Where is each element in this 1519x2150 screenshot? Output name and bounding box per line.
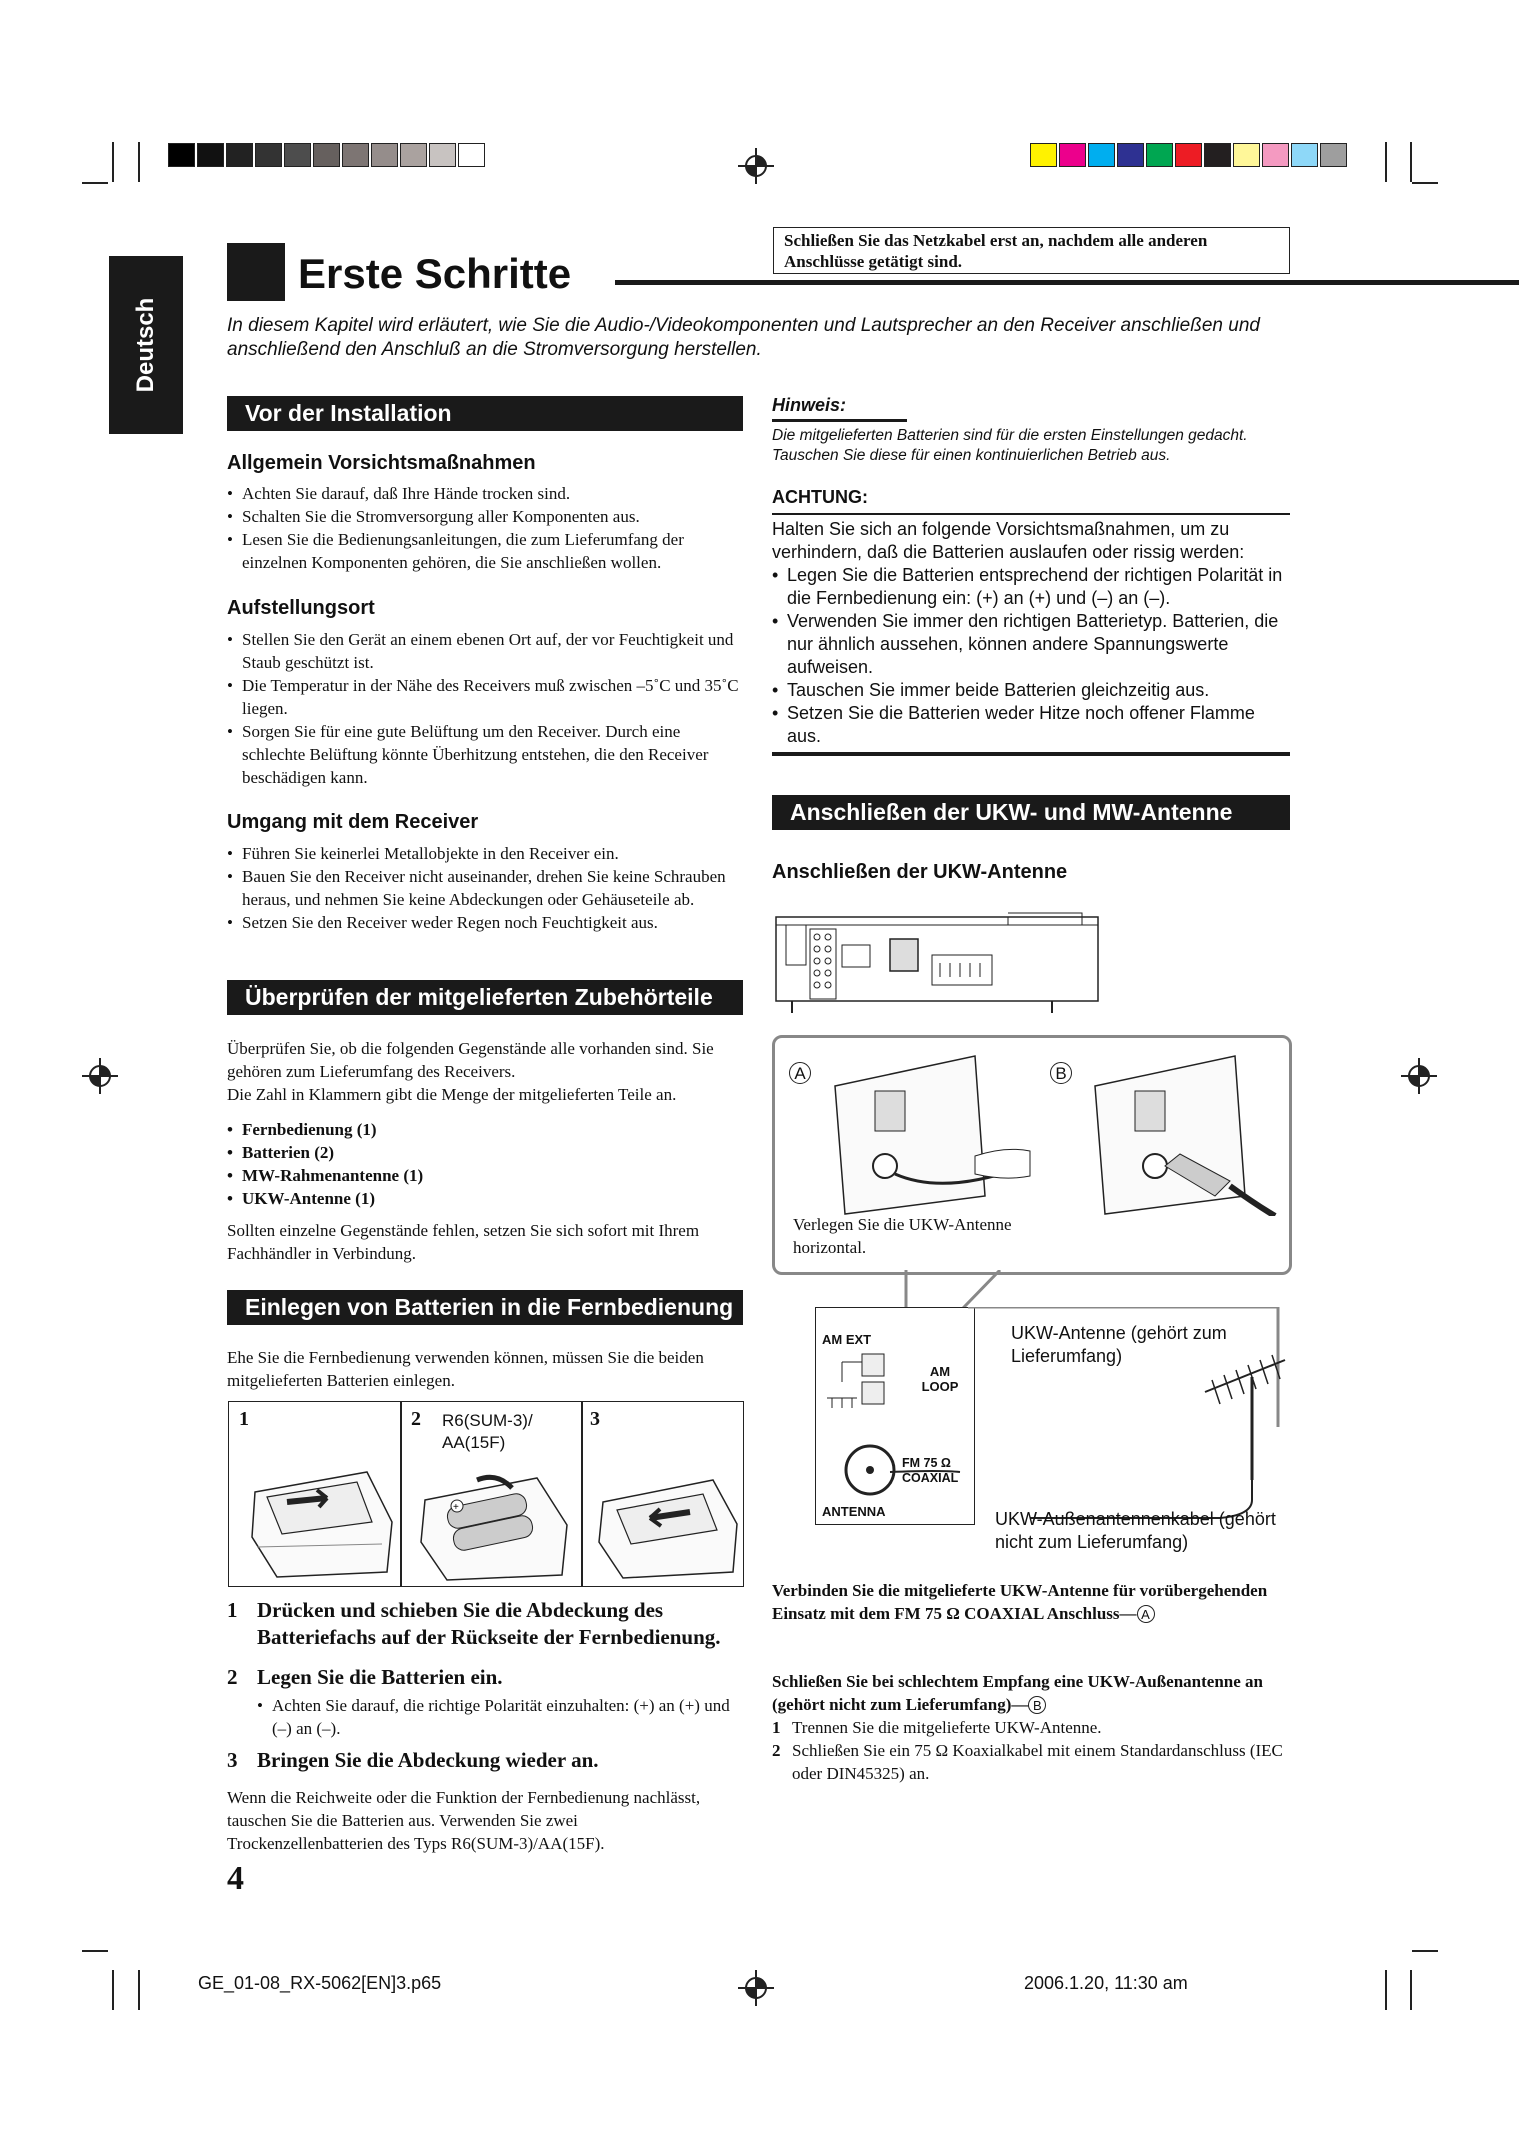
caution-rule-bottom [772,752,1290,756]
color-swatch [1117,143,1144,167]
registration-mark-icon [738,1970,774,2006]
color-swatch [255,143,282,167]
step-number: 2 [772,1741,781,1760]
title-block-icon [227,243,285,301]
step-text: Drücken und schieben Sie die Abdeckung des Batteriefachs auf der Rückseite der Fernbedienung. [257,1598,721,1649]
crop-mark [138,1970,140,2010]
crop-mark [1410,142,1412,182]
list-item: • Verwenden Sie immer den richtigen Batterietyp. Batterien, die nur ähnlich aussehen, können andere Spannungswerte aufweisen. [772,610,1290,679]
remote-cover-open-icon [247,1462,397,1580]
registration-mark-icon [82,1058,118,1094]
caution-title: ACHTUNG: [772,487,868,507]
handling-list [227,842,743,934]
step-text: Bringen Sie die Abdeckung wieder an. [257,1748,599,1772]
am-ext-label: AM EXT [822,1332,872,1347]
color-swatch [1262,143,1289,167]
battery-step-sublist [257,1694,747,1740]
title-rule [615,280,1519,285]
accessories-intro-2: Die Zahl in Klammern gibt die Menge der mitgelieferten Teile an. [227,1085,677,1104]
color-swatch [458,143,485,167]
connect-a-instruction: Verbinden Sie die mitgelieferte UKW-Antenne für vorübergehenden Einsatz mit dem FM 75 Ω COAXIAL Anschluss— [772,1581,1268,1623]
crop-mark [112,142,114,182]
list-item: • MW-Rahmenantenne (1) [227,1164,743,1187]
battery-step [227,1747,747,1774]
caution-list [772,564,1290,748]
color-swatch [1233,143,1260,167]
color-swatch [1146,143,1173,167]
color-swatch [284,143,311,167]
power-notice: Schließen Sie das Netzkabel erst an, nachdem alle anderen Anschlüsse getätigt sind. [773,227,1290,274]
color-swatch [371,143,398,167]
option-b-label: B [1050,1062,1072,1084]
list-item [772,1716,1292,1739]
remote-cover-close-icon [595,1472,740,1580]
language-tab-label: Deutsch [132,297,159,393]
figure-step-number: 2 [411,1408,421,1430]
battery-step [227,1664,747,1691]
battery-step [227,1597,747,1651]
list-item: • Achten Sie darauf, daß Ihre Hände trocken sind. [227,482,743,505]
note-rule [772,419,907,422]
page-title: Erste Schritte [298,250,572,297]
list-item: • Schalten Sie die Stromversorgung aller Komponenten aus. [227,505,743,528]
list-item: • Führen Sie keinerlei Metallobjekte in den Receiver ein. [227,842,743,865]
list-item: • Setzen Sie die Batterien weder Hitze noch offener Flamme aus. [772,702,1290,748]
step-text: Schließen Sie ein 75 Ω Koaxialkabel mit einem Standardanschluss (IEC oder DIN45325) an. [792,1741,1283,1783]
antenna-steps [772,1716,1292,1785]
color-swatch [342,143,369,167]
option-a-label: A [789,1062,811,1084]
ukw-antenna-label: UKW-Antenne (gehört zum Lieferumfang) [1011,1323,1227,1366]
step-number: 3 [227,1748,238,1772]
list-item: • Setzen Sie den Receiver weder Regen noch Feuchtigkeit aus. [227,911,743,934]
color-swatch [313,143,340,167]
step-number: 1 [772,1718,781,1737]
color-swatch [226,143,253,167]
note-text: Die mitgelieferten Batterien sind für die ersten Einstellungen gedacht. Tauschen Sie diese für einen kontinuierlichen Betrieb aus. [772,427,1248,464]
svg-text:+: + [453,1502,459,1513]
crop-mark [1385,1970,1387,2010]
footer-date: 2006.1.20, 11:30 am [1024,1973,1188,1993]
color-swatch [1059,143,1086,167]
list-item: • Bauen Sie den Receiver nicht auseinander, drehen Sie keine Schrauben heraus, und nehmen Sie keine Abdeckungen oder Gehäuseteile ab. [227,865,743,911]
fm-coaxial-label: FM 75 Ω COAXIAL [902,1456,959,1485]
color-swatch [1088,143,1115,167]
fm-coax-connection-icon [1085,1046,1285,1216]
footer-file: GE_01-08_RX-5062[EN]3.p65 [198,1973,442,1993]
am-loop-label: AM LOOP [921,1364,959,1394]
list-item: • Stellen Sie den Gerät an einem ebenen Ort auf, der vor Feuchtigkeit und Staub geschützt ist. [227,628,743,674]
accessories-list [227,1118,743,1210]
step-text: Trennen Sie die mitgelieferte UKW-Antenne. [792,1718,1102,1737]
am-terminals-icon [822,1352,922,1412]
page-number: 4 [227,1860,244,1897]
intro-text: In diesem Kapitel wird erläutert, wie Sie die Audio-/Videokomponenten und Lautsprecher an den Receiver anschließen und anschließend den Anschluß an die Stromversorgung herstellen. [227,315,1260,360]
caution-intro: Halten Sie sich an folgende Vorsichtsmaßnahmen, um zu verhindern, daß die Batterien auslaufen oder rissig werden: [772,519,1245,562]
accessories-intro: Überprüfen Sie, ob die folgenden Gegenstände alle vorhanden sind. Sie gehören zum Lieferumfang des Receivers. [227,1039,714,1081]
color-swatch [1204,143,1231,167]
step-number: 1 [227,1598,238,1622]
step-number: 2 [227,1665,238,1689]
color-swatch [400,143,427,167]
step-text: Legen Sie die Batterien ein. [257,1665,503,1689]
fm-wire-antenna-connection-icon [825,1046,1035,1216]
crop-mark [1385,142,1387,182]
caution-rule [772,513,1290,515]
list-item: • UKW-Antenne (1) [227,1187,743,1210]
crop-mark [1412,1950,1438,1952]
batteries-insert-icon [417,1470,572,1582]
color-swatch [429,143,456,167]
color-swatch [1291,143,1318,167]
section-heading: Überprüfen der mitgelieferten Zubehörteile [227,980,743,1015]
subheading: Umgang mit dem Receiver [227,811,479,833]
crop-mark [82,1950,108,1952]
note-title: Hinweis: [772,395,847,415]
color-swatch [197,143,224,167]
option-b-ref: B [1028,1696,1046,1714]
subheading: Allgemein Vorsichtsmaßnahmen [227,452,536,474]
crop-mark [1412,182,1438,184]
antenna-label: ANTENNA [822,1504,886,1519]
option-a-ref: A [1137,1605,1155,1623]
crop-mark [112,1970,114,2010]
location-list [227,628,743,789]
ukw-cable-label: UKW-Außenantennenkabel (gehört nicht zum Lieferumfang) [995,1509,1276,1552]
accessories-outro: Sollten einzelne Gegenstände fehlen, setzen Sie sich sofort mit Ihrem Fachhändler in Verbindung. [227,1221,700,1263]
list-item: • Legen Sie die Batterien entsprechend der richtigen Polarität in die Fernbedienung ein: (+) an (+) und (–) an (–). [772,564,1290,610]
crop-mark [82,182,108,184]
section-heading: Einlegen von Batterien in die Fernbedienung [227,1290,743,1325]
list-item: • Lesen Sie die Bedienungsanleitungen, die zum Lieferumfang der einzelnen Komponenten gehören, die Sie anschließen wollen. [227,528,743,574]
connect-b-text [772,1670,1292,1716]
receiver-rear-panel-icon [772,905,1102,1017]
subheading: Aufstellungsort [227,597,375,619]
list-item: • Fernbedienung (1) [227,1118,743,1141]
list-item: • Die Temperatur in der Nähe des Receivers muß zwischen –5˚C und 35˚C liegen. [227,674,743,720]
list-item: • Sorgen Sie für eine gute Belüftung um den Receiver. Durch eine schlechte Belüftung könnte Überhitzung entstehen, die den Receiver beschädigen kann. [227,720,743,789]
battery-steps-figure [228,1401,744,1587]
list-item: • Achten Sie darauf, die richtige Polarität einzuhalten: (+) an (+) und (–) an (–). [257,1694,747,1740]
antenna-callout-box [772,1035,1292,1275]
section-heading: Vor der Installation [227,396,743,431]
color-swatch [1175,143,1202,167]
section-heading: Anschließen der UKW- und MW-Antenne [772,795,1290,830]
registration-mark-icon [738,148,774,184]
color-swatch [168,143,195,167]
connect-a-text [772,1579,1292,1625]
list-item: • Tauschen Sie immer beide Batterien gleichzeitig aus. [772,679,1290,702]
connect-b-instruction: Schließen Sie bei schlechtem Empfang eine UKW-Außenantenne an (gehört nicht zum Lieferumfang)— [772,1672,1263,1714]
general-precautions-list [227,482,743,574]
registration-mark-icon [1401,1058,1437,1094]
batteries-outro: Wenn die Reichweite oder die Funktion der Fernbedienung nachlässt, tauschen Sie die Batterien aus. Verwenden Sie zwei Trockenzellenbatterien des Typs R6(SUM-3)/AA(15F). [227,1788,701,1853]
list-item: • Batterien (2) [227,1141,743,1164]
language-tab [109,256,183,434]
color-swatch [1030,143,1057,167]
figure-step-number: 3 [590,1408,600,1430]
list-item [772,1739,1292,1785]
color-swatch [1320,143,1347,167]
figure-step-number: 1 [239,1408,249,1430]
batteries-intro: Ehe Sie die Fernbedienung verwenden können, müssen Sie die beiden mitgelieferten Batterien einlegen. [227,1348,704,1390]
battery-type-label: R6(SUM-3)/ AA(15F) [442,1411,533,1452]
subheading: Anschließen der UKW-Antenne [772,861,1068,883]
crop-mark [138,142,140,182]
callout-text: Verlegen Sie die UKW-Antenne horizontal. [793,1215,1012,1257]
crop-mark [1410,1970,1412,2010]
